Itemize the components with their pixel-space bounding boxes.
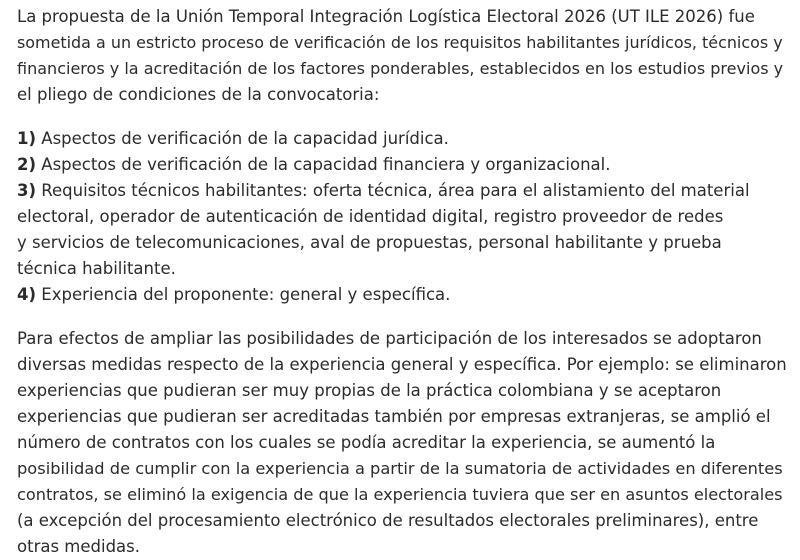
list-number: 1) [17, 129, 37, 148]
list-text: Aspectos de verificación de la capacidad financiera y organizacional. [41, 155, 611, 174]
list-item [17, 178, 787, 282]
text-line [17, 282, 787, 308]
text-line: experiencias que pudieran ser acreditadas también por empresas extranjeras, se amplió el [17, 407, 771, 426]
closing-paragraph [17, 326, 787, 560]
list-item [17, 282, 787, 308]
paragraph-spacer [17, 308, 787, 326]
text-line: técnica habilitante. [17, 259, 176, 278]
text-line: sometida a un estricto proceso de verificación de los requisitos habilitantes jurídicos, técnicos y [17, 33, 783, 52]
text-line [17, 152, 787, 178]
list-text: Aspectos de verificación de la capacidad jurídica. [41, 129, 449, 148]
text-line: contratos, se eliminó la exigencia de que la experiencia tuviera que ser en asuntos electorales [17, 485, 783, 504]
list-item [17, 126, 787, 152]
text-line: otras medidas. [17, 537, 141, 556]
text-line: número de contratos con los cuales se podía acreditar la experiencia, se aumentó la [17, 433, 716, 452]
list-number: 4) [17, 285, 37, 304]
text-line: diversas medidas respecto de la experiencia general y específica. Por ejemplo: se eliminaron [17, 355, 787, 374]
text-line: La propuesta de la Unión Temporal Integración Logística Electoral 2026 (UT ILE 2026) fue [17, 7, 755, 26]
text-line: posibilidad de cumplir con la experiencia a partir de la sumatoria de actividades en diferentes [17, 459, 783, 478]
list-item [17, 152, 787, 178]
document-body [17, 4, 787, 560]
text-line: Para efectos de ampliar las posibilidades de participación de los interesados se adoptaron [17, 329, 762, 348]
text-line [17, 126, 787, 152]
text-line: el pliego de condiciones de la convocatoria: [17, 85, 380, 104]
text-line [17, 178, 787, 204]
paragraph-spacer [17, 108, 787, 126]
list-number: 2) [17, 155, 37, 174]
list-text: Requisitos técnicos habilitantes: oferta técnica, área para el alistamiento del material [41, 181, 750, 200]
intro-paragraph [17, 4, 787, 108]
text-line: experiencias que pudieran ser muy propias de la práctica colombiana y se aceptaron [17, 381, 722, 400]
text-line: y servicios de telecomunicaciones, aval de propuestas, personal habilitante y prueba [17, 233, 722, 252]
text-line: (a excepción del procesamiento electrónico de resultados electorales preliminares), entre [17, 511, 759, 530]
requirements-list [17, 126, 787, 308]
list-number: 3) [17, 181, 37, 200]
list-text: Experiencia del proponente: general y específica. [41, 285, 451, 304]
text-line: financieros y la acreditación de los factores ponderables, establecidos en los estudios previos y [17, 59, 784, 78]
text-line: electoral, operador de autenticación de identidad digital, registro proveedor de redes [17, 207, 724, 226]
